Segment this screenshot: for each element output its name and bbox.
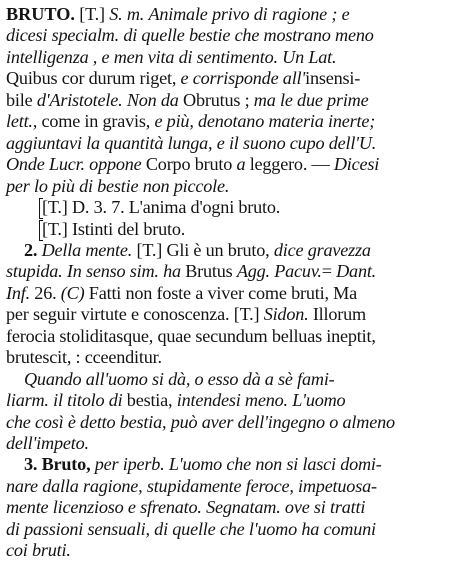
entry-line: [42, 196, 280, 218]
text-segment: aggiuntavi la quantità lunga, e il suono cupo dell'U.: [6, 132, 377, 153]
text-segment: nare dalla ragione, stupidamente feroce, impetuosa-: [6, 475, 377, 496]
text-segment: per iperb. L'uomo che non si lasci domi-: [94, 454, 382, 475]
text-segment: intelligenza , e men vita di sentimento. Un Lat.: [6, 46, 337, 67]
text-segment: Della mente.: [41, 239, 133, 260]
entry-line: [6, 325, 376, 347]
entry-line: [6, 24, 374, 46]
text-segment: lett.,: [6, 111, 42, 132]
entry-line: [6, 153, 379, 175]
bracket-tag: [T.]: [42, 218, 68, 239]
text-segment: 26.: [29, 282, 61, 303]
entry-line: [6, 175, 229, 197]
text-segment: Onde Lucr. oppone: [6, 154, 146, 175]
text-segment: leggero. —: [249, 154, 334, 175]
entry-line: [6, 432, 89, 454]
entry-line: [6, 110, 375, 132]
text-segment: dice gravezza: [273, 239, 371, 260]
entry-line: [24, 239, 371, 261]
text-segment: per seguir virtute e conoscenza. [T.]: [6, 304, 264, 325]
text-segment: insensi-: [305, 68, 361, 89]
text-segment: Agg. Pacuv.: [236, 261, 322, 282]
text-segment: ferocia stoliditasque, quae secundum belluas ineptit,: [6, 325, 376, 346]
text-segment: Corpo bruto: [145, 154, 237, 175]
text-segment: 3.: [24, 454, 42, 475]
text-segment: Sidon.: [263, 304, 309, 325]
text-segment: BRUTO.: [6, 4, 75, 24]
text-segment: e corrisponde all': [180, 68, 306, 89]
bracket-tag: [T.]: [42, 197, 68, 218]
text-segment: =: [321, 261, 337, 282]
text-segment: 2.: [24, 239, 42, 260]
entry-line: [6, 496, 365, 518]
text-segment: e più, denotano materia inerte;: [154, 111, 376, 132]
text-segment: Inf.: [6, 282, 30, 303]
entry-line: [6, 260, 376, 282]
text-segment: coi bruti.: [6, 540, 71, 561]
entry-line: [6, 67, 360, 89]
text-segment: Brutus: [180, 261, 237, 282]
entry-line: [6, 3, 349, 25]
text-segment: per lo più di bestie non piccole.: [6, 175, 230, 196]
text-segment: intendesi meno. L'uomo: [176, 390, 346, 411]
text-segment: brutescit, : cceenditur.: [6, 347, 162, 368]
entry-line: [24, 453, 382, 475]
entry-line: [6, 89, 368, 111]
text-segment: stupida. In senso sim. ha: [6, 261, 181, 282]
text-segment: [T.] Gli è un bruto,: [132, 239, 274, 260]
text-segment: mente licenzioso e sfrenato. Segnatam. ove si tratti: [6, 497, 366, 518]
text-segment: Illorum: [308, 304, 366, 325]
text-segment: bile: [6, 89, 37, 110]
text-segment: dell'impeto.: [6, 433, 89, 453]
entry-line: [6, 132, 376, 154]
entry-line: [6, 282, 357, 304]
entry-line: [6, 46, 336, 68]
text-segment: Quibus cor durum riget,: [6, 68, 181, 89]
text-segment: Dicesi: [333, 154, 380, 175]
text-segment: Bruto,: [41, 454, 95, 475]
entry-line: [42, 218, 185, 240]
text-segment: bestia,: [122, 390, 177, 411]
text-segment: Animale privo di ragione ; e: [148, 4, 350, 24]
text-segment: dicesi specialm. di quelle bestie che mostrano meno: [6, 25, 374, 46]
text-segment: Istinti del bruto.: [67, 218, 186, 239]
text-segment: come in gravis,: [41, 111, 155, 132]
entry-line: [6, 389, 345, 411]
text-segment: Fatti non foste a viver come bruti, Ma: [84, 282, 357, 303]
text-segment: di passioni sensuali, di quelle che l'uomo ha comuni: [6, 518, 376, 539]
text-segment: a: [236, 154, 250, 175]
text-segment: Quando all'uomo si dà, o esso dà a sè fami-: [24, 368, 335, 389]
text-segment: [T.]: [74, 4, 110, 24]
entry-line: [6, 346, 162, 368]
text-segment: che così è detto bestia, può aver dell'ingegno o almeno: [6, 411, 395, 432]
entry-line: [6, 411, 395, 433]
text-segment: liarm. il titolo di: [6, 390, 123, 411]
entry-line: [6, 539, 71, 561]
text-segment: (C): [60, 282, 85, 303]
entry-line: [24, 368, 335, 390]
text-segment: S. m.: [109, 4, 145, 24]
entry-line: [6, 475, 377, 497]
text-segment: Dant.: [336, 261, 377, 282]
text-segment: D. 3. 7. L'anima d'ogni bruto.: [67, 197, 281, 218]
text-segment: ma le due prime: [253, 89, 369, 110]
entry-line: [6, 303, 366, 325]
text-segment: d'Aristotele. Non da: [36, 89, 179, 110]
entry-line: [6, 518, 376, 540]
text-segment: Obrutus ;: [178, 89, 254, 110]
